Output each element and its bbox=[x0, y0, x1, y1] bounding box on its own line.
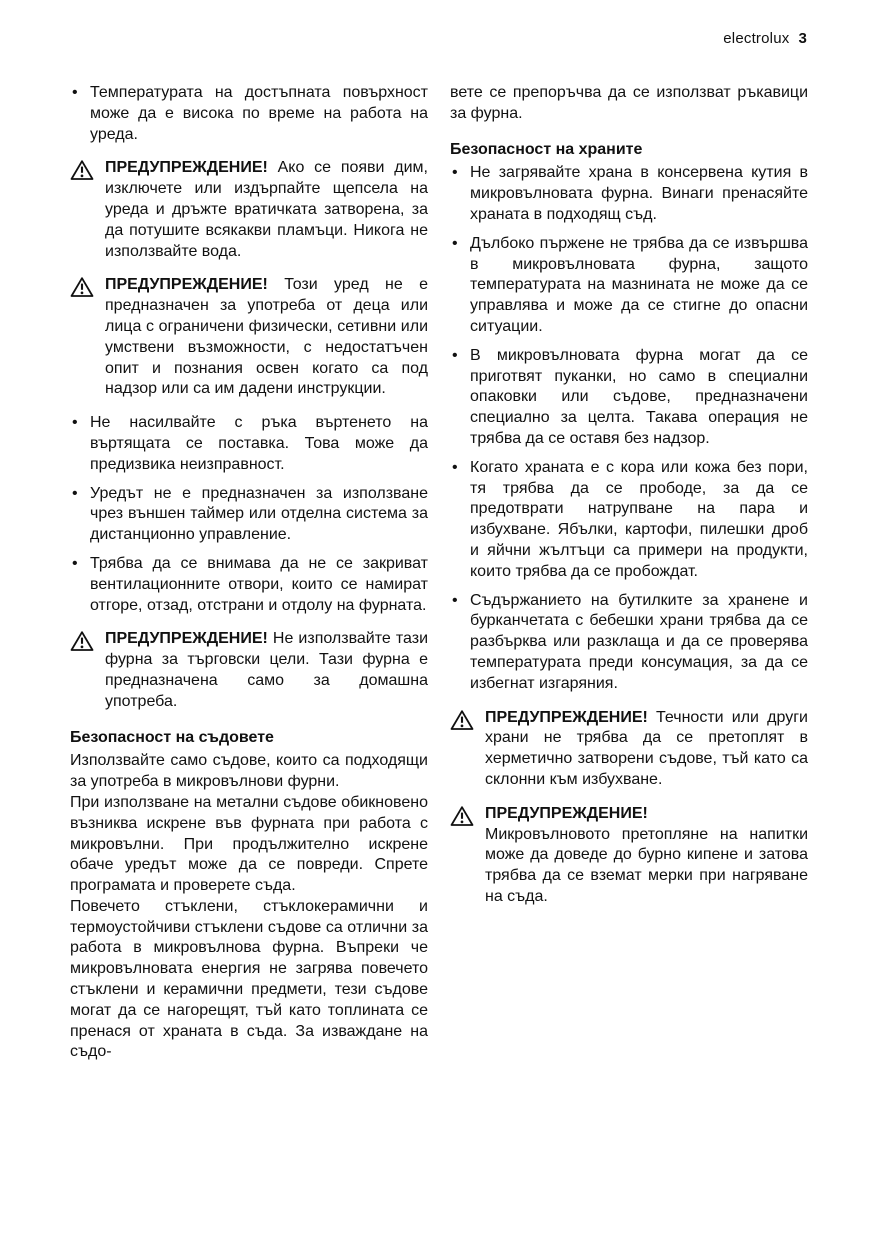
bullet-item bbox=[450, 234, 808, 338]
page-content bbox=[70, 83, 808, 1063]
bullet-marker: • bbox=[452, 346, 458, 364]
bullet-text: В микровълновата фурна могат да се приготвят пуканки, но само в специални опаковки или съдове, предназначени специално за целта. Такава операция не трябва да се оставя без надзор. bbox=[470, 346, 808, 447]
left-column bbox=[70, 83, 428, 1063]
warning-item bbox=[70, 275, 428, 400]
paragraph: Повечето стъклени, стъклокерамични и термоустойчиви стъклени съдове са отлични за работа в микровълнова фурна. Въпреки че микровълновата енергия не загрява повечето стъклени и керамични предмети, тези съдове могат да се нагорещят, тъй като топлината се пренася от храната в съда. За изваждане на съдо- bbox=[70, 897, 428, 1061]
right-column bbox=[450, 83, 808, 1063]
warning-item bbox=[70, 158, 428, 262]
bullet-item bbox=[450, 163, 808, 225]
warning-text: Микровълновото претопляне на напитки може да доведе до бурно кипене и затова трябва да се вземат мерки при нагряване на съда. bbox=[485, 825, 808, 905]
warning-label: ПРЕДУПРЕЖДЕНИЕ! bbox=[105, 630, 268, 648]
bullet-item bbox=[70, 554, 428, 616]
bullet-item bbox=[70, 413, 428, 475]
warning-item bbox=[70, 629, 428, 712]
section-heading-cookware-safety: Безопасност на съдовете bbox=[70, 728, 274, 746]
warning-triangle-icon bbox=[70, 159, 94, 181]
bullet-marker: • bbox=[452, 234, 458, 252]
warning-item bbox=[450, 804, 808, 908]
paragraph: Използвайте само съдове, които са подходящи за употреба в микровълнови фурни. bbox=[70, 752, 428, 791]
warning-text: Този уред не е предназначен за употреба от деца или лица с ограничени физически, сетивни или умствени възможности, с недостатъчен опит и познания освен когато са под надзор или са им дадени инструкции. bbox=[105, 276, 428, 398]
bullet-text: Уредът не е предназначен за използване чрез външен таймер или отделна система за дистанционно управление. bbox=[90, 484, 428, 544]
warning-triangle-icon bbox=[450, 805, 474, 827]
warning-text: Течности или други храни не трябва да се претоплят в херметично затворени съдове, тъй като са склонни към избухване. bbox=[485, 708, 808, 788]
bullet-text: Съдържанието на бутилките за хранене и бурканчетата с бебешки храни трябва да се разбърква или разклаща и да се проверява температурата преди консумация, за да се избегнат изгаряния. bbox=[470, 591, 808, 692]
bullet-item bbox=[70, 484, 428, 546]
warning-text: Ако се появи дим, изключете или издърпайте щепсела на уреда и дръжте вратичката затворена, за да потушите всякакви пламъци. Никога не използвайте вода. bbox=[105, 159, 428, 260]
brand-name: electrolux bbox=[723, 30, 790, 47]
bullet-marker: • bbox=[452, 164, 458, 182]
bullet-item bbox=[450, 591, 808, 695]
bullet-marker: • bbox=[72, 84, 78, 101]
bullet-text: Дълбоко пържене не трябва да се извършва в микровълновата фурна, защото температурата на мазнината не може да се управлява и може да се стигне до опасни ситуации. bbox=[470, 234, 808, 335]
bullet-text: Не насилвайте с ръка въртенето на въртящата се поставка. Това може да предизвика неизправност. bbox=[90, 414, 428, 473]
warning-label: ПРЕДУПРЕЖДЕНИЕ! bbox=[485, 804, 648, 822]
warning-label: ПРЕДУПРЕЖДЕНИЕ! bbox=[105, 276, 268, 294]
warning-label: ПРЕДУПРЕЖДЕНИЕ! bbox=[105, 159, 268, 177]
bullet-marker: • bbox=[72, 554, 78, 572]
warning-triangle-icon bbox=[70, 276, 94, 298]
warning-triangle-icon bbox=[70, 630, 94, 652]
page-header bbox=[723, 30, 807, 47]
warning-label: ПРЕДУПРЕЖДЕНИЕ! bbox=[485, 708, 648, 726]
warning-item bbox=[450, 708, 808, 791]
warning-triangle-icon bbox=[450, 709, 474, 731]
bullet-item bbox=[70, 83, 428, 145]
section-heading-food-safety: Безопасност на храните bbox=[450, 140, 643, 158]
bullet-item bbox=[450, 458, 808, 583]
page-number: 3 bbox=[798, 30, 807, 47]
warning-text: Не използвайте тази фурна за търговски цели. Тази фурна е предназначена само за домашна употреба. bbox=[105, 630, 428, 710]
bullet-item bbox=[450, 346, 808, 450]
bullet-marker: • bbox=[452, 591, 458, 609]
bullet-text: Трябва да се внимава да не се закриват вентилационните отвори, които се намират отгоре, отзад, отстрани и отдолу на фурната. bbox=[90, 554, 428, 614]
paragraph-continuation: вете се препоръчва да се използват ръкавици за фурна. bbox=[450, 84, 808, 122]
bullet-marker: • bbox=[72, 414, 78, 432]
bullet-text: Температурата на достъпната повърхност може да е висока по време на работа на уреда. bbox=[90, 84, 428, 143]
paragraph: При използване на метални съдове обикновено възниква искрене във фурната при работа с микровълни. При продължително искрене обаче уредът може да се повреди. Спрете програмата и проверете съда. bbox=[70, 793, 428, 895]
bullet-text: Не загрявайте храна в консервена кутия в микровълновата фурна. Винаги пренасяйте храната в подходящ съд. bbox=[470, 164, 808, 223]
bullet-text: Когато храната е с кора или кожа без пори, тя трябва да се прободе, за да се предотврати натрупване на пара и избухване. Ябълки, картофи, пилешки дроб и яйчни жълтъци са примери на продукти, които трябва да се пробождат. bbox=[470, 458, 808, 580]
bullet-marker: • bbox=[72, 484, 78, 502]
bullet-marker: • bbox=[452, 458, 458, 476]
